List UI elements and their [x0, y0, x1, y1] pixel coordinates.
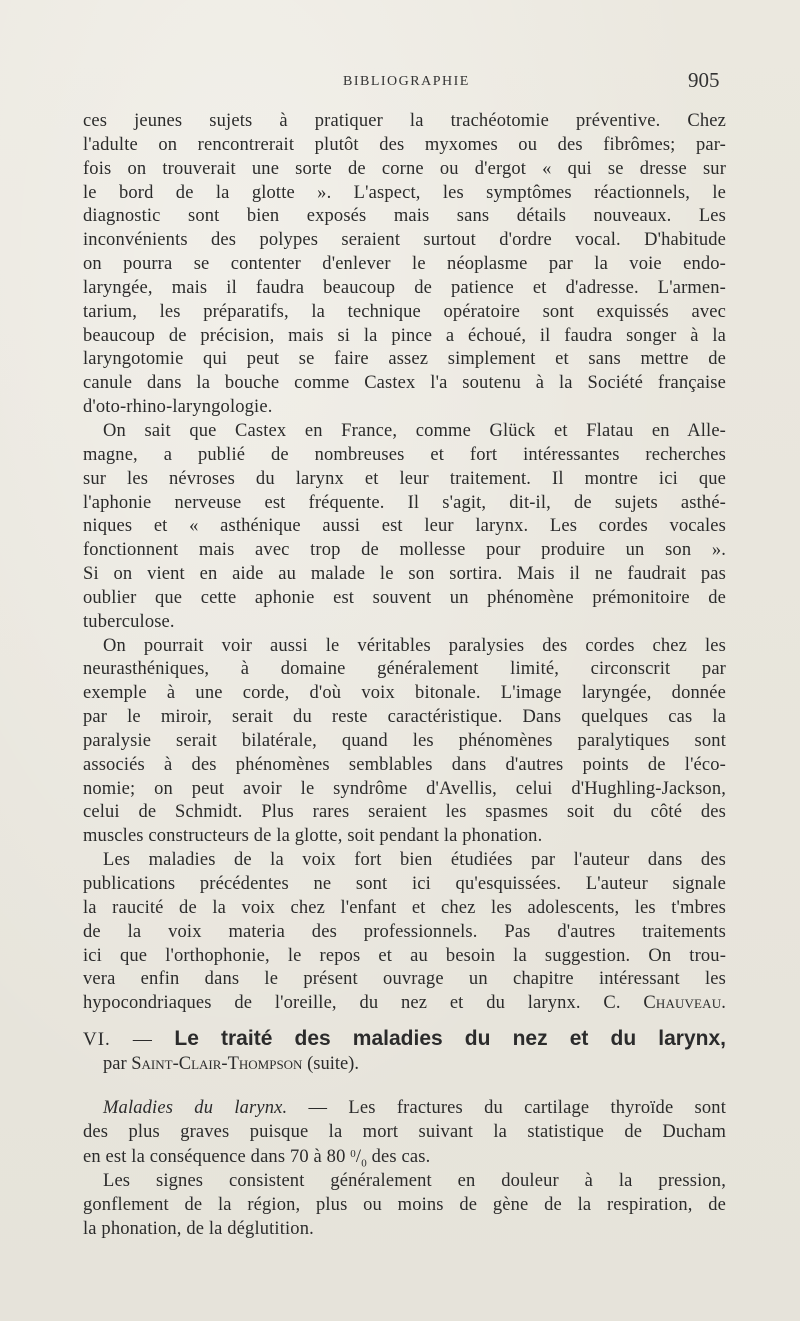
paragraph: [83, 110, 726, 420]
byline-suffix: (suite).: [307, 1054, 359, 1074]
text-line: oublier que cette aphonie est souvent un phénomène prémonitoire de: [83, 587, 726, 608]
text-line: ici que l'orthophonie, le repos et au besoin la suggestion. On trou-: [83, 945, 726, 966]
text-line: vera enfin dans le présent ouvrage un chapitre intéressant les: [83, 969, 726, 990]
running-title: BIBLIOGRAPHIE: [343, 74, 470, 89]
text-line: canule dans la bouche comme Castex l'a soutenu à la Société française: [83, 373, 726, 394]
section-heading: [83, 1025, 726, 1052]
text-line: Les signes consistent généralement en douleur à la pression,: [103, 1170, 726, 1191]
italic-lead: Maladies du larynx.: [103, 1098, 288, 1118]
text-line-with-signature: [83, 992, 726, 1016]
paragraph: [83, 849, 726, 1016]
text-line: neurasthéniques, à domaine généralement limité, circonscrit par: [83, 659, 726, 680]
review-signature: C. Chauveau.: [603, 993, 727, 1014]
text-line: laryngotomie qui peut se faire assez simplement et sans mettre de: [83, 349, 726, 370]
text-line: nomie; on peut avoir le syndrôme d'Avellis, celui d'Hughling-Jackson,: [83, 778, 726, 799]
review-body: [83, 110, 726, 1016]
text-segment: des cas.: [371, 1146, 431, 1167]
page-number: 905: [688, 68, 720, 92]
text-line: tuberculose.: [83, 611, 175, 632]
text-line: diagnostic sont bien exposés mais sans détails nouveaux. Les: [83, 206, 726, 227]
byline-prefix: par: [103, 1054, 127, 1074]
text-line: de la voix materia des professionnels. Pas d'autres traitements: [83, 921, 726, 942]
text-line: exemple à une corde, d'où voix bitonale. L'image laryngée, donnée: [83, 683, 726, 704]
text-line: des plus graves puisque la mort suivant la statistique de Ducham: [83, 1122, 726, 1143]
text-segment: hypocondriaques de l'oreille, du nez et du larynx.: [83, 993, 581, 1014]
text-line: paralysie serait bilatérale, quand les phénomènes paralytiques sont: [83, 730, 726, 751]
text-line: l'aphonie nerveuse est fréquente. Il s'agit, dit-il, de sujets asthé-: [83, 492, 726, 513]
text-line: inconvénients des polypes seraient surtout d'ordre vocal. D'habitude: [83, 230, 726, 251]
text-line: muscles constructeurs de la glotte, soit pendant la phonation.: [83, 826, 543, 847]
section-byline: [83, 1052, 726, 1079]
paragraph: [83, 420, 726, 635]
text-line: l'adulte on rencontrerait plutôt des myxomes ou des fibrômes; par-: [83, 134, 726, 155]
text-line: publications précédentes ne sont ici qu'esquissées. L'auteur signale: [83, 874, 726, 894]
paragraph: [83, 635, 726, 850]
text-line: niques et « asthénique aussi est leur larynx. Les cordes vocales: [83, 516, 726, 537]
text-line: magne, a publié de nombreuses et fort intéressantes recherches: [83, 444, 726, 465]
text-line: [83, 1145, 726, 1169]
text-line: d'oto-rhino-laryngologie.: [83, 397, 273, 418]
percent-sign: $^0/_0$: [350, 1146, 367, 1170]
text-line: associés à des phénomènes semblables dans d'autres points de l'éco-: [83, 754, 726, 775]
text-line: on pourra se contenter d'enlever le néoplasme par la voie endo-: [83, 254, 726, 275]
text-line: par le miroir, serait du reste caractéristique. Dans quelques cas la: [83, 707, 726, 728]
text-segment: — Les fractures du cartilage thyroïde sont: [308, 1098, 726, 1118]
section-vi: [83, 1025, 726, 1242]
text-line: la phonation, de la déglutition.: [83, 1219, 314, 1240]
text-line: On pourrait voir aussi le véritables paralysies des cordes chez les: [103, 635, 726, 656]
section-number: VI. —: [83, 1029, 153, 1050]
text-line: beaucoup de précision, mais si la pince a échoué, il faudra songer à la: [83, 325, 726, 346]
text-line: celui de Schmidt. Plus rares seraient les spasmes soit du côté des: [83, 802, 726, 823]
text-segment: en est la conséquence dans 70 à 80: [83, 1146, 346, 1167]
text-line: Si on vient en aide au malade le son sortira. Mais il ne faudrait pas: [83, 564, 726, 585]
text-line: tarium, les préparatifs, la technique opératoire sont exquissés avec: [83, 301, 726, 322]
text-line: ces jeunes sujets à pratiquer la trachéotomie préventive. Chez: [83, 111, 726, 131]
text-line: laryngée, mais il faudra beaucoup de patience et d'adresse. L'armen-: [83, 277, 726, 298]
text-line: Les maladies de la voix fort bien étudiées par l'auteur dans des: [103, 850, 726, 871]
byline-author: Saint-Clair-Thompson: [131, 1054, 303, 1074]
paragraph: [83, 1096, 726, 1242]
text-line: On sait que Castex en France, comme Glück et Flatau en Alle-: [103, 420, 726, 441]
text-line: [83, 1096, 726, 1120]
page-header: [0, 64, 800, 94]
text-line: la raucité de la voix chez l'enfant et chez les adolescents, les t'mbres: [83, 897, 726, 918]
text-line: gonflement de la région, plus ou moins de gène de la respiration, de: [83, 1195, 726, 1216]
text-line: fois on trouverait une sorte de corne ou d'ergot « qui se dresse sur: [83, 158, 726, 179]
text-line: fonctionnent mais avec trop de mollesse pour produire un son ».: [83, 540, 726, 561]
text-line: sur les névroses du larynx et leur traitement. Il montre ici que: [83, 468, 726, 489]
section-title: Le traité des maladies du nez et du larynx,: [174, 1027, 726, 1050]
text-line: le bord de la glotte ». L'aspect, les symptômes réactionnels, le: [83, 182, 726, 203]
